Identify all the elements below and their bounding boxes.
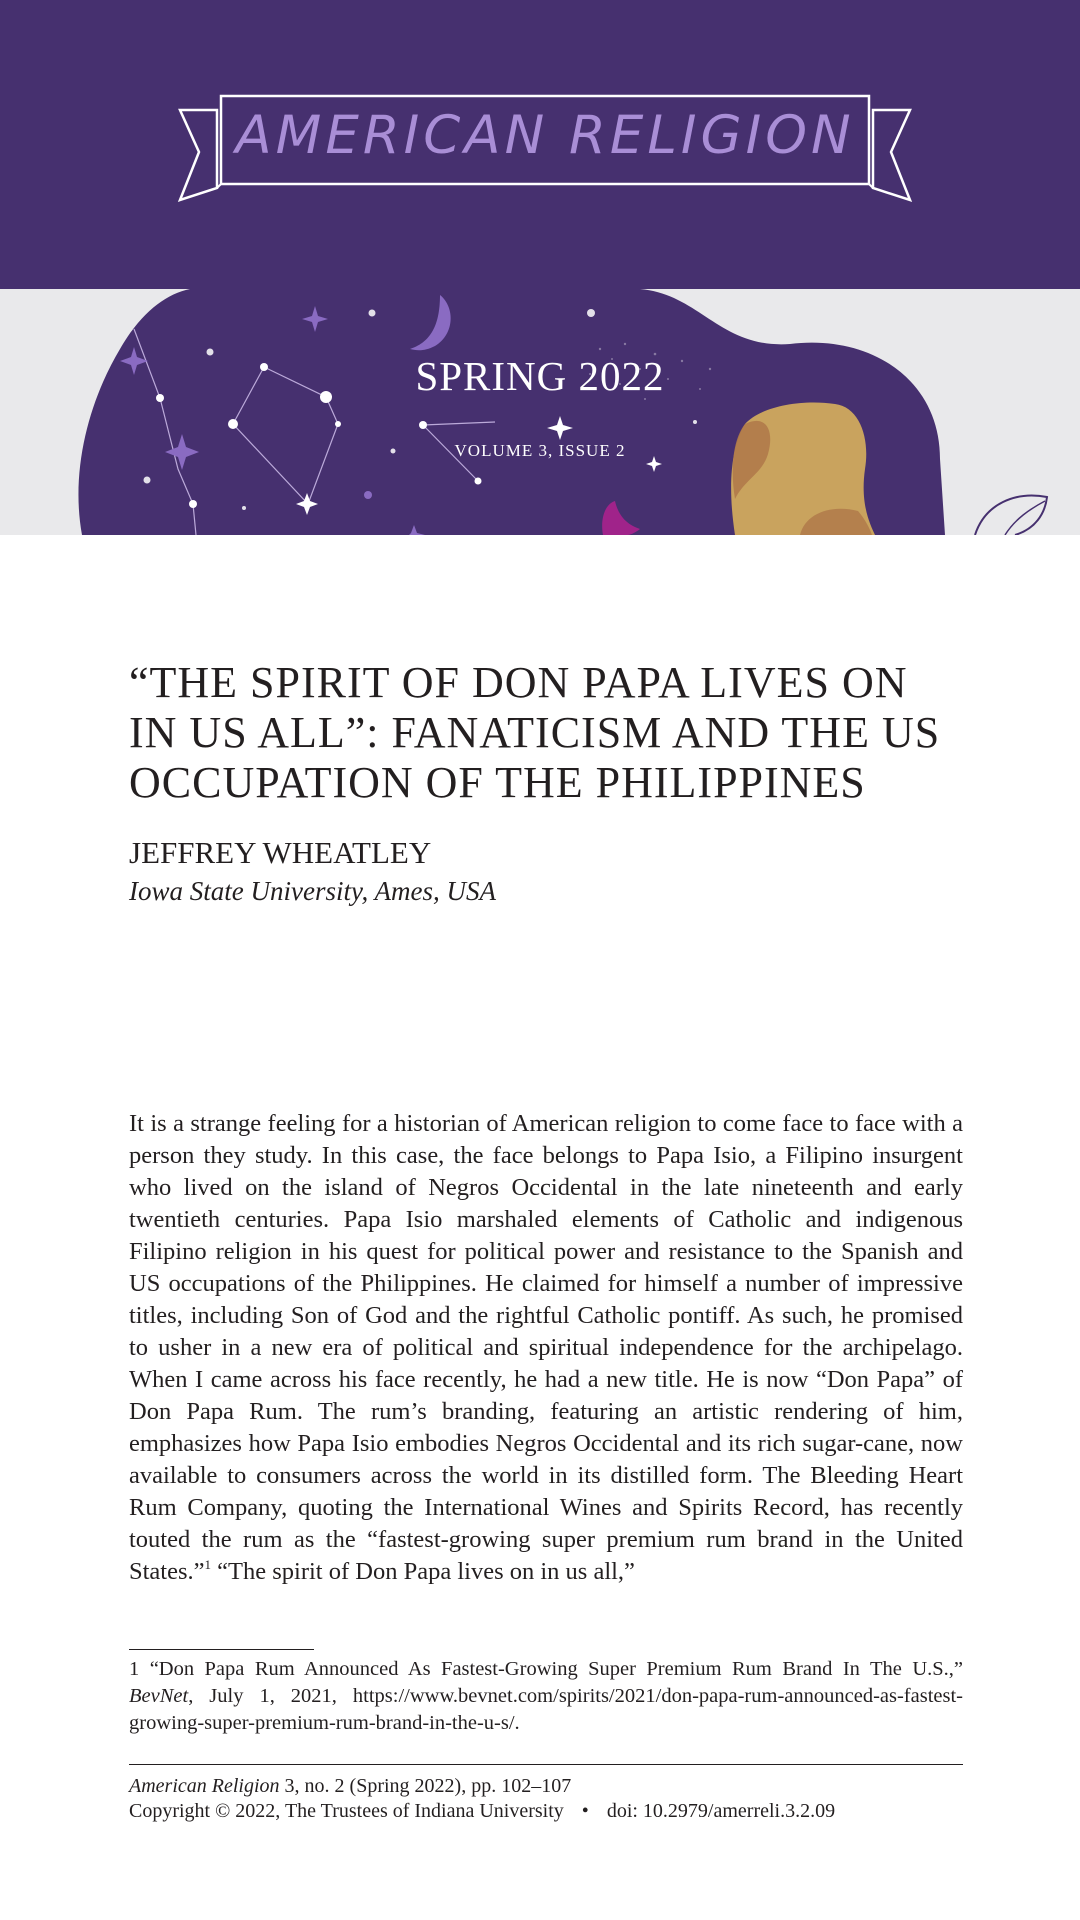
night-sky-illustration — [0, 289, 1080, 535]
cover-illustration — [0, 289, 1080, 535]
copyright-line — [129, 1799, 835, 1823]
footnote — [129, 1656, 963, 1737]
footnote-source: BevNet — [129, 1685, 189, 1707]
article-body — [129, 1108, 963, 1588]
footnote-text: “Don Papa Rum Announced As Fastest-Growing Super Premium Rum Brand In The U.S.,” — [139, 1658, 963, 1680]
citation-details: 3, no. 2 (Spring 2022), pp. 102–107 — [279, 1775, 572, 1797]
body-paragraph-tail: “The spirit of Don Papa lives on in us all,” — [211, 1558, 635, 1585]
author-name: JEFFREY WHEATLEY — [129, 835, 432, 870]
footnote-divider — [129, 1649, 314, 1650]
article-title-line: OCCUPATION OF THE PHILIPPINES — [129, 758, 866, 807]
body-paragraph: It is a strange feeling for a historian of American religion to come face to face with a person they study. In this case, the face belongs to Papa Isio, a Filipino insurgent who lived on the island of Negros Occidental in the late nineteenth and early twentieth centuries. Papa Isio marshaled elements of Catholic and indigenous Filipino religion in his quest for political power and resistance to the Spanish and US occupations of the Philippines. He claimed for himself a number of impressive titles, including Son of God and the rightful Catholic pontiff. As such, he promised to usher in a new era of political and spiritual independence for the archipelago. When I came across his face recently, he had a new title. He is now “Don Papa” of Don Papa Rum. The rum’s branding, featuring an artistic rendering of him, emphasizes how Papa Isio embodies Negros Occidental and its rich sugar-cane, now available to consumers across the world in its distilled form. The Bleeding Heart Rum Company, quoting the International Wines and Spirits Record, has recently touted the rum as the “fastest-growing super premium rum brand in the United States.” — [129, 1110, 963, 1585]
footer-divider — [129, 1764, 963, 1765]
issue-volume: VOLUME 3, ISSUE 2 — [454, 441, 626, 460]
citation-line — [129, 1774, 571, 1798]
journal-title: AMERICAN RELIGION — [235, 105, 855, 166]
footnote-url-text[interactable]: , July 1, 2021, https://www.bevnet.com/spirits/2021/don-papa-rum-announced-as-fastest-growing-super-premium-rum-brand-in-the-u-s/. — [129, 1685, 963, 1734]
article-title — [129, 658, 969, 808]
author-affiliation: Iowa State University, Ames, USA — [129, 876, 496, 906]
article-title-line: IN US ALL”: FANATICISM AND THE US — [129, 708, 941, 757]
separator-bullet: • — [581, 1800, 589, 1822]
issue-season: SPRING 2022 — [415, 353, 665, 399]
copyright-text: Copyright © 2022, The Trustees of Indiana University — [129, 1800, 564, 1822]
doi-text[interactable]: doi: 10.2979/amerreli.3.2.09 — [606, 1800, 836, 1822]
footnote-reference[interactable]: 1 — [204, 1557, 212, 1572]
journal-name: American Religion — [129, 1775, 280, 1797]
footnote-number: 1 — [129, 1658, 140, 1680]
article-title-line: “THE SPIRIT OF DON PAPA LIVES ON — [129, 658, 908, 707]
